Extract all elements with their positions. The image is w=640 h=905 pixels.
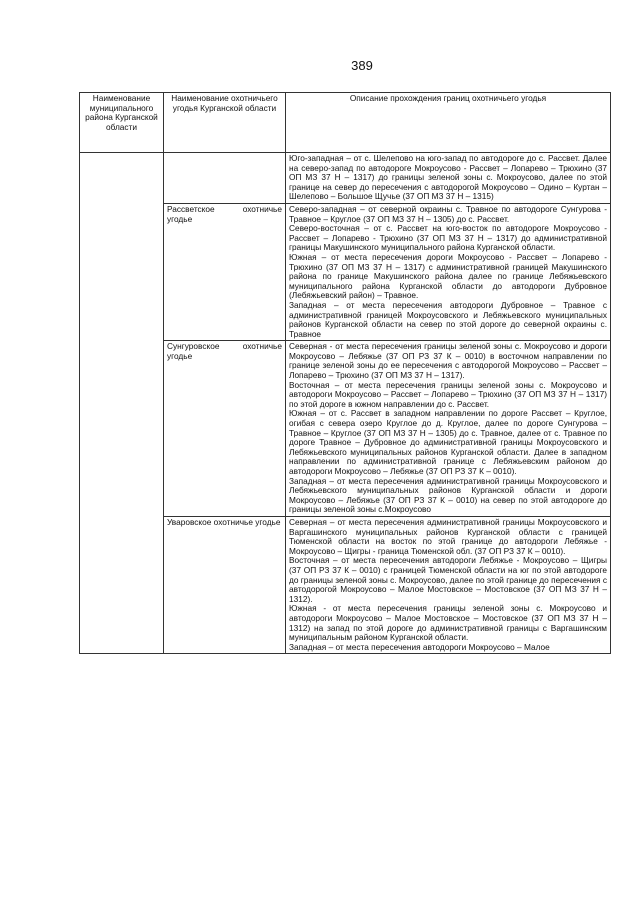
boundary-description-cell [286, 341, 611, 517]
header-boundary-description: Описание прохождения границ охотничьего угодья [286, 93, 611, 153]
boundary-paragraph: Северная – от места пересечения административной границы Мокроусовского и Варгашинского муниципальных районов Курганской области с границей Тюменской области на восток по этой границе до автодороги Лебяжье - Мокроусово – Щигры - граница Тюменской обл. (37 ОП РЗ 37 К – 0010). [289, 516, 607, 556]
boundary-paragraph: Северо-восточная – от с. Рассвет на юго-восток по автодороге Мокроусово - Рассвет – Лопарево - Трюхино (37 ОП МЗ 37 Н – 1317) до административной границы Макушинского муниципального района Курганской области. [289, 223, 607, 253]
boundary-paragraph: Юго-западная – от с. Шелепово на юго-запад по автодороге до с. Рассвет. Далее на северо-запад по автодороге Мокроусово - Рассвет – Лопарево – Трюхино (37 ОП МЗ 37 Н – 1317) до границы зеленой зоны с. Мокроусово, далее по этой границе на север до пересечения с автодорогой Мокроусово – Одино – Куртан – Шелепово – Большое Щучье (37 ОП МЗ 37 Н – 1315) [289, 153, 607, 202]
hunting-ground-name: Сунгуровское охотничье угодье [164, 341, 286, 517]
boundary-paragraph: Южная – от с. Рассвет в западном направлении по дороге Рассвет – Круглое, огибая с севера озеро Круглое до д. Круглое, далее по дороге Сунгурова – Травное – Круглое (37 ОП МЗ 37 Н – 1305) до с. Травное, далее от с. Травное по дороге Травное – Дубровное до административной границы Мокроусовского и Лебяжьевского муниципальных районов Курганской области. Далее в западном направлении по административной границе с Лебяжьевским районом до автодороги Мокроусово – Лебяжье (37 ОП РЗ 37 К – 0010). [289, 408, 607, 476]
header-municipal-district: Наименование муниципального района Курганской области [80, 93, 164, 153]
page-number: 389 [351, 58, 373, 73]
table-row [80, 153, 611, 204]
hunting-ground-cell-empty [164, 153, 286, 204]
boundary-paragraph: Южная – от места пересечения дороги Мокроусово - Рассвет – Лопарево - Трюхино (37 ОП МЗ 37 Н – 1317) с административной границей Макушинского района по границе Макушинского района далее по границе Лебяжьевского муниципального района Курганской области до автодороги Дубровное (Лебяжьевский район) – Травное. [289, 251, 607, 301]
municipal-district-cell [80, 153, 164, 654]
boundary-description-cell [286, 153, 611, 204]
boundary-paragraph: Северная - от места пересечения границы зеленой зоны с. Мокроусово и дороги Мокроусово – Лебяжье (37 ОП РЗ 37 К – 0010) в восточном направлении по границе зеленой зоны до ее пересечения с автодорогой Мокроусово – Рассвет – Лопарево – Трюхино (37 ОП МЗ 37 Н – 1317). [289, 341, 607, 381]
boundary-paragraph: Восточная – от места пересечения автодороги Лебяжье - Мокроусово – Щигры (37 ОП РЗ 37 К – 0010) с границей Тюменской области на юг по этой автодороге до границы зеленой зоны с. Мокроусово, далее по этой границе до пересечения с автодорогой Мокроусово – Малое Мостовское – Мостовское (37 ОП МЗ 37 Н – 1312). [289, 555, 607, 604]
boundary-paragraph: Западная – от места пересечения автодороги Дубровное – Травное с административной границей Мокроусовского и Лебяжьевского муниципальных районов Курганской области на север по этой дороге до северной окраины с. Травное [289, 299, 607, 339]
header-hunting-ground: Наименование охотничьего угодья Курганской области [164, 93, 286, 153]
table-header-row [80, 93, 611, 153]
hunting-ground-name: Рассветское охотничье угодье [164, 203, 286, 340]
boundary-paragraph: Северо-западная – от северной окраины с. Травное по автодороге Сунгурова - Травное – Круглое (37 ОП МЗ 37 Н – 1305) до с. Рассвет. [289, 203, 607, 224]
boundary-description-cell [286, 516, 611, 653]
boundary-paragraph: Южная - от места пересечения границы зеленой зоны с. Мокроусово и автодороги Мокроусово – Малое Мостовское – Мостовское (37 ОП МЗ 37 Н – 1312) на запад по этой дороге до административной границы с Варгашинским муниципальным районом Курганской области. [289, 603, 607, 643]
hunting-ground-name: Уваровское охотничье угодье [164, 516, 286, 653]
boundary-paragraph: Западная – от места пересечения автодороги Мокроусово – Малое [289, 641, 550, 652]
boundary-paragraph: Восточная – от места пересечения границы зеленой зоны с. Мокроусово и автодороги Мокроусово – Рассвет – Лопарево – Трюхино (37 ОП МЗ 37 Н – 1317) по этой дороге в южном направлении до с. Рассвет. [289, 379, 607, 409]
boundary-description-cell [286, 203, 611, 340]
boundary-paragraph: Западная – от места пересечения административной границы Мокроусовского и Лебяжьевского муниципальных районов Курганской области и дороги Мокроусово – Лебяжье (37 ОП РЗ 37 К – 0010) на север по этой автодороге до границы зеленой зоны с.Мокроусово [289, 475, 607, 515]
hunting-grounds-table [79, 92, 611, 654]
